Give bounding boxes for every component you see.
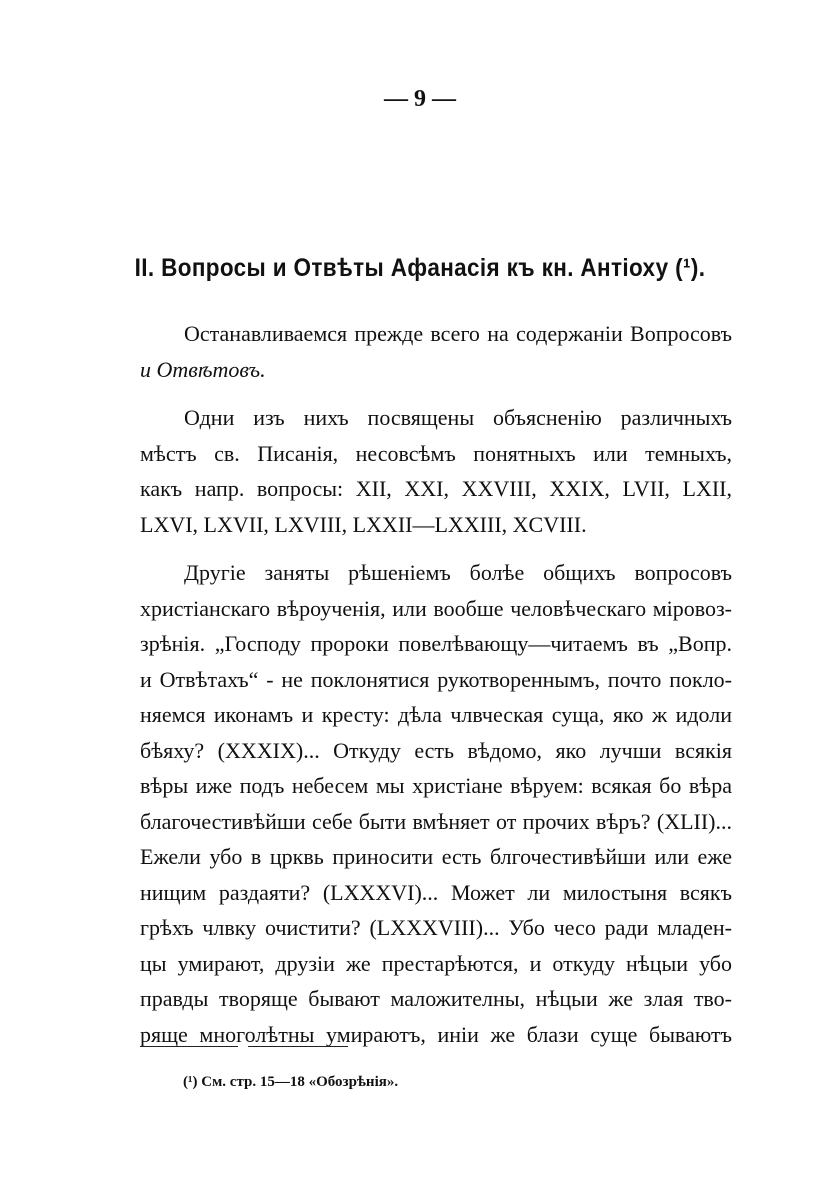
text-line: Одни изъ нихъ посвящены объясненію различныхъ (184, 405, 732, 430)
text-line: христіанскаго вѣроученія, или вообше человѣческаго міровоз- (140, 595, 732, 621)
text-line: бѣяху? (XXXIX)... Откуду есть вѣдомо, яко лучши всякія (140, 737, 732, 763)
footnote-rule-left (140, 1046, 238, 1047)
text-line: и Отвѣтовъ. (140, 356, 266, 382)
text-line: LXVI, LXVII, LXVIII, LXXII—LXXIII, XCVIII. (140, 511, 587, 537)
text-line: зрѣнія. „Господу пророки повелѣвающу—читаемъ въ „Вопр. (140, 631, 732, 656)
text-line: правды творяще бывают маложителны, нѣцыи же злая тво- (140, 986, 732, 1011)
text-line: няемся иконамъ и кресту: дѣла члвческая суща, яко ж идоли (140, 702, 732, 727)
text-line: вѣры иже подъ небесем мы христіане вѣруем: всякая бо вѣра (140, 773, 732, 798)
footnote: (¹) См. стр. 15—18 «Обозрѣнія». (183, 1074, 399, 1090)
footnote-separator (140, 1046, 348, 1047)
text-line: какъ напр. вопросы: XII, XXI, XXVIII, XXIX, LVII, LXII, (140, 476, 732, 501)
text-line: благочестивѣйши себе быти вмѣняет от прочих вѣръ? (XLII)... (140, 808, 732, 834)
text-line: Останавливаемся прежде всего на содержаніи Вопросовъ (184, 321, 732, 346)
text-line: мѣстъ св. Писанія, несовсѣмъ понятныхъ или темныхъ, (140, 440, 732, 466)
page-number: — 9 — (384, 86, 456, 112)
text-line: грѣхъ члвку очистити? (LXXXVIII)... Убо чесо ради младен- (140, 915, 732, 940)
text-line: нищим раздаяти? (LXXXVI)... Может ли милостыня всякъ (140, 879, 732, 905)
text-line: Другіе заняты рѣшеніемъ болѣе общихъ вопросовъ (184, 560, 732, 585)
text-line: и Отвѣтахъ“ - не поклонятися рукотвореннымъ, почто покло- (140, 666, 732, 692)
text-line: Ежели убо в црквь приносити есть блгочестивѣйши или еже (140, 844, 732, 869)
text-line: цы умирают, друзіи же престарѣются, и откуду нѣцыи убо (140, 950, 732, 976)
section-heading: II. Вопросы и Отвѣты Афанасія къ кн. Антіоху (¹). (134, 254, 706, 282)
text-line: ряще многолѣтны умираютъ, иніи же блази суще бываютъ (140, 1021, 732, 1047)
body-text (140, 316, 732, 1052)
footnote-rule-right (248, 1046, 348, 1047)
